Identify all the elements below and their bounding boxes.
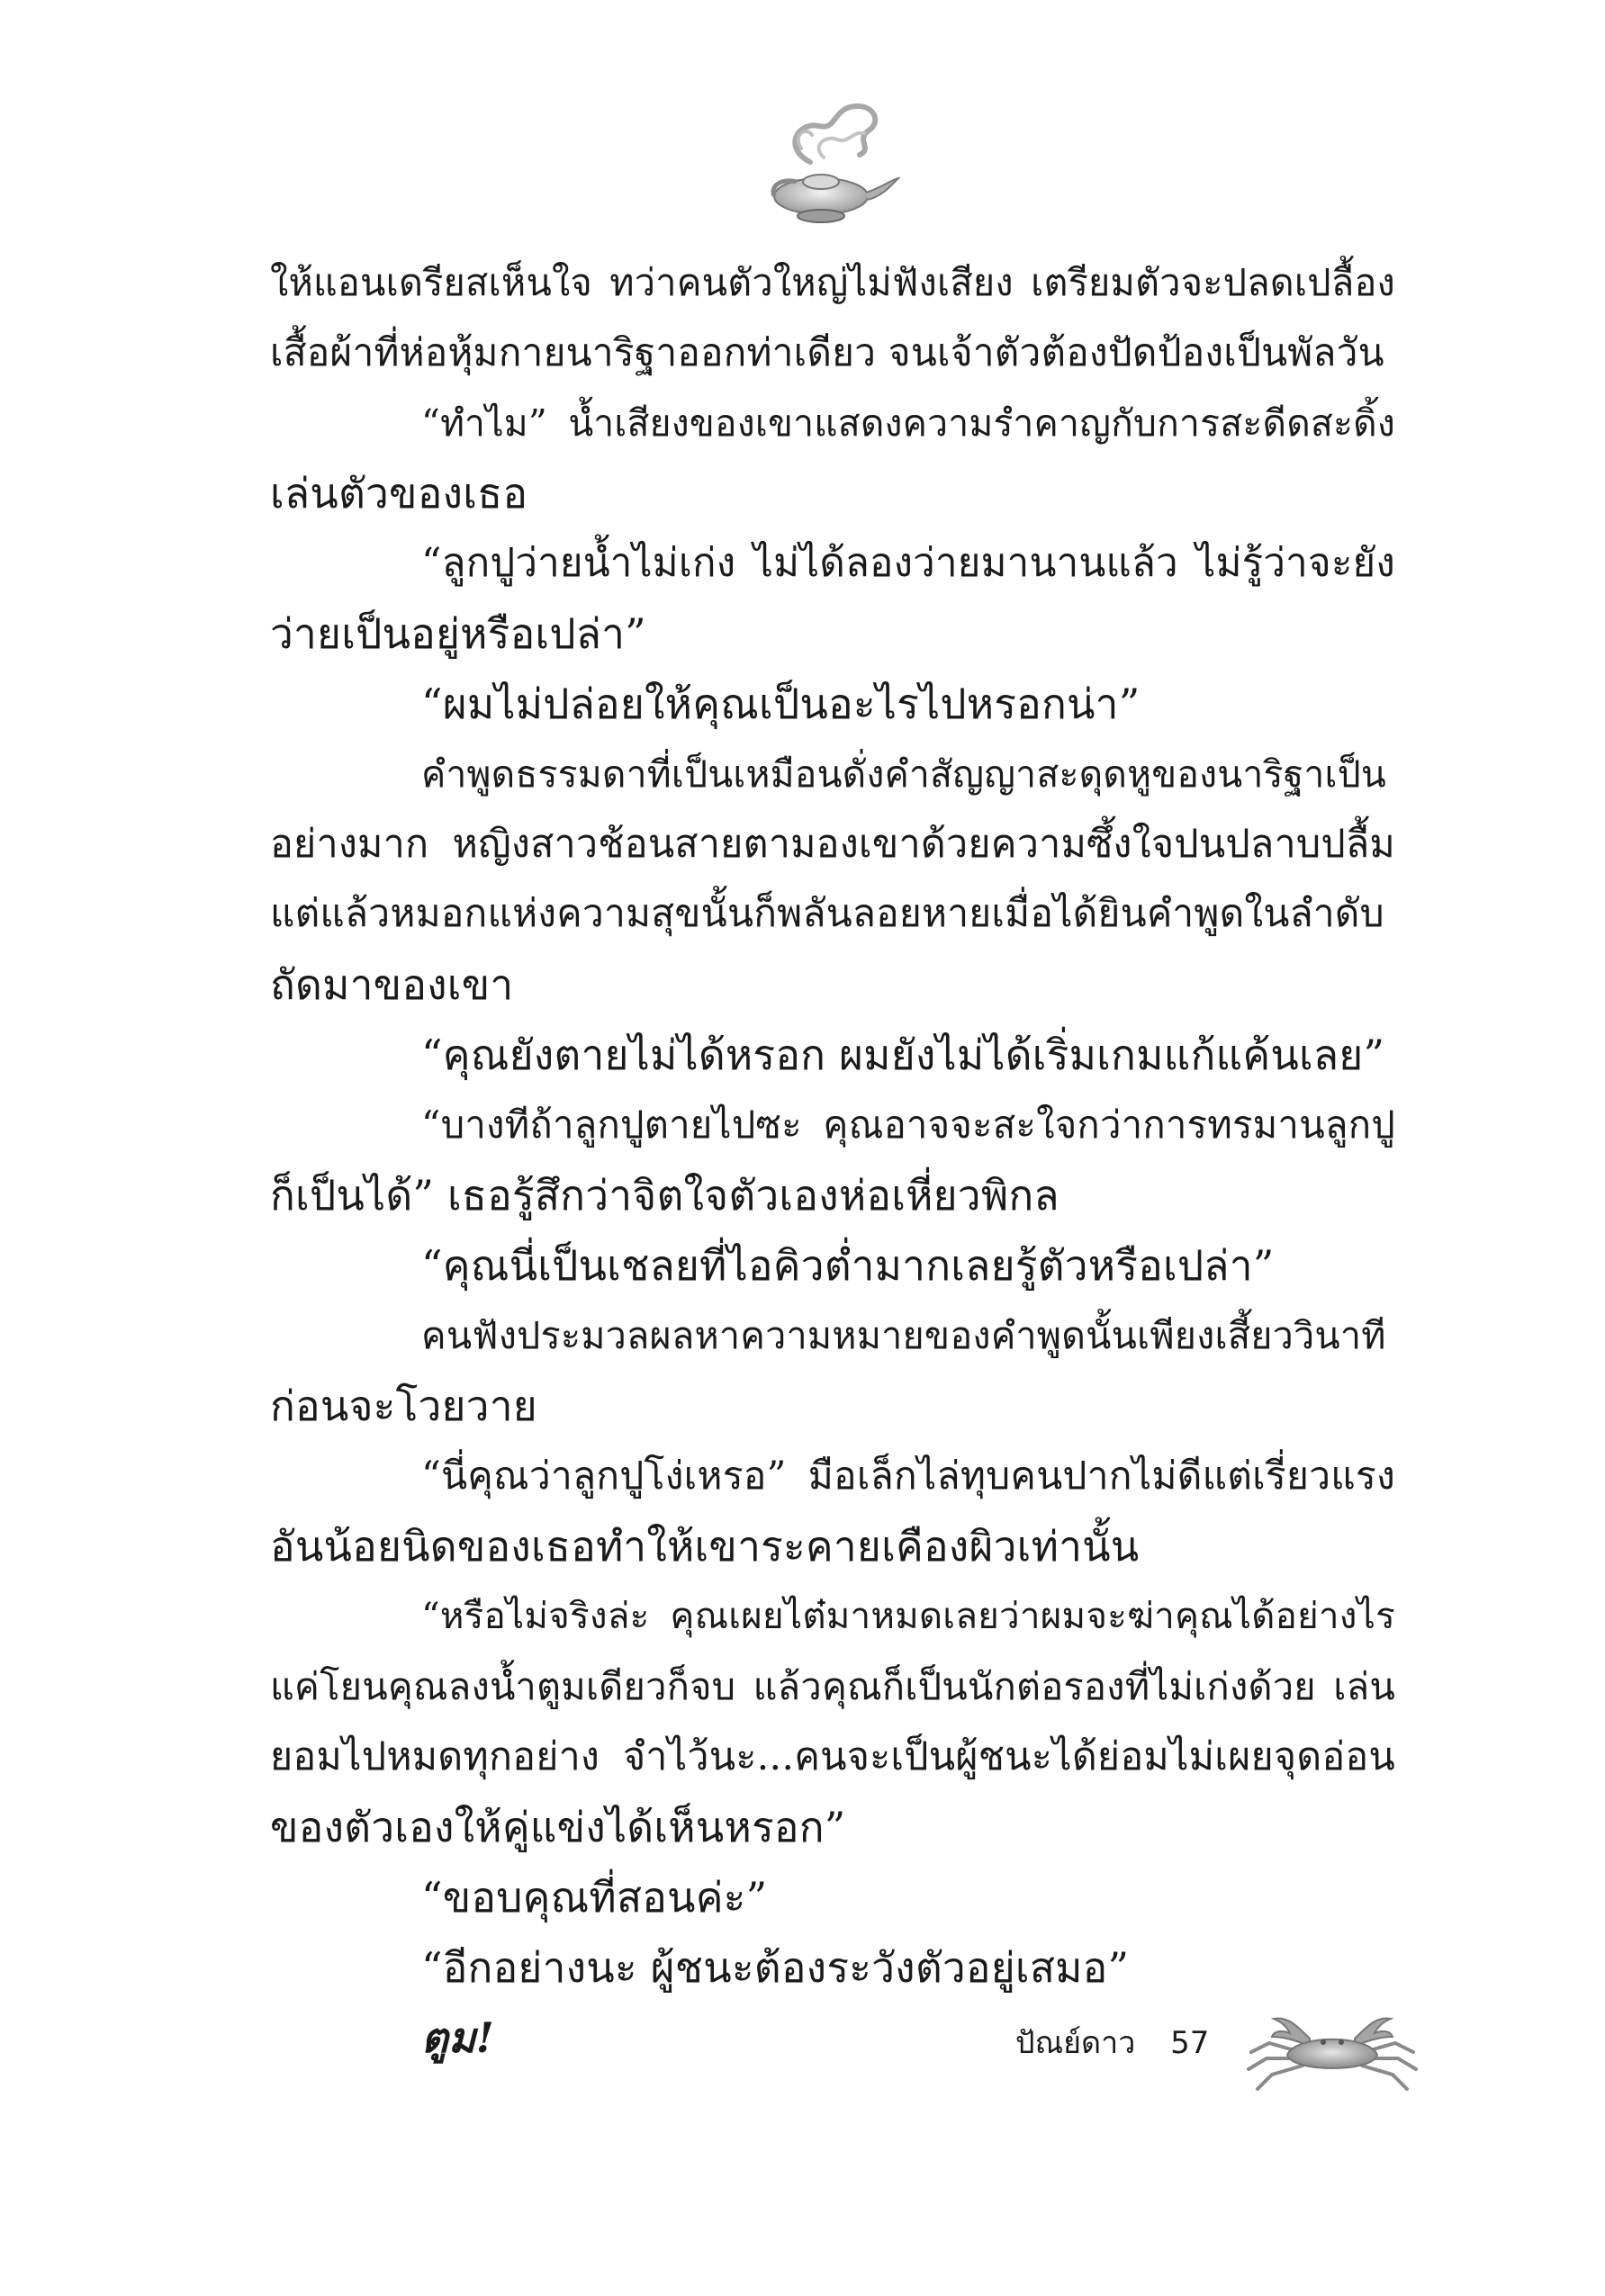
text-line: ยอมไปหมดทุกอย่าง จำไว้นะ...คนจะเป็นผู้ชนะได้ย่อมไม่เผยจุดอ่อน <box>270 1734 1395 1779</box>
page-number: 57 <box>1170 2025 1210 2061</box>
text-line: แค่โยนคุณลงน้ำตูมเดียวก็จบ แล้วคุณก็เป็นนักต่อรองที่ไม่เก่งด้วย เล่น <box>270 1664 1395 1708</box>
text-line: “ขอบคุณที่สอนค่ะ” <box>421 1873 768 1922</box>
page-footer <box>1015 2016 1209 2070</box>
text-line: ว่ายเป็นอยู่หรือเปล่า” <box>270 609 646 658</box>
text-line: เสื้อผ้าที่ห่อหุ้มกายนาริฐาออกท่าเดียว จนเจ้าตัวต้องปัดป้องเป็นพัลวัน <box>270 330 1384 374</box>
text-line: คนฟังประมวลผลหาความหมายของคำพูดนั้นเพียงเสี้ยววินาที <box>421 1314 1386 1357</box>
text-line: “ผมไม่ปล่อยให้คุณเป็นอะไรไปหรอกน่า” <box>421 680 1141 728</box>
text-line: ให้แอนเดรียสเห็นใจ ทว่าคนตัวใหญ่ไม่ฟังเสียง เตรียมตัวจะปลดเปลื้อง <box>270 261 1395 304</box>
emphasis-line: ตูม! <box>421 2013 494 2062</box>
text-line: “หรือไม่จริงล่ะ คุณเผยไต๋มาหมดเลยว่าผมจะฆ่าคุณได้อย่างไร <box>421 1595 1395 1637</box>
text-line: “บางทีถ้าลูกปูตายไปซะ คุณอาจจะสะใจกว่าการทรมานลูกปู <box>421 1103 1395 1147</box>
text-line: “อีกอย่างนะ ผู้ชนะต้องระวังตัวอยู่เสมอ” <box>421 1943 1130 1992</box>
text-line: แต่แล้วหมอกแห่งความสุขนั้นก็พลันลอยหายเมื่อได้ยินคำพูดในลำดับ <box>270 892 1384 936</box>
text-line: “คุณยังตายไม่ได้หรอก ผมยังไม่ได้เริ่มเกมแก้แค้นเลย” <box>421 1031 1385 1079</box>
text-line: คำพูดธรรมดาที่เป็นเหมือนดั่งคำสัญญาสะดุดหูของนาริฐาเป็น <box>421 752 1386 796</box>
text-line: ก็เป็นได้” เธอรู้สึกว่าจิตใจตัวเองห่อเหี่ยวพิกล <box>270 1171 1059 1220</box>
text-line: ก่อนจะโวยวาย <box>270 1382 537 1430</box>
text-line: ของตัวเองให้คู่แข่งได้เห็นหรอก” <box>270 1803 846 1851</box>
text-line: อย่างมาก หญิงสาวช้อนสายตามองเขาด้วยความซึ้งใจปนปลาบปลื้ม <box>270 822 1395 867</box>
text-line: เล่นตัวของเธอ <box>270 469 528 518</box>
text-line: “ทำไม” น้ำเสียงของเขาแสดงความรำคาญกับการสะดีดสะดิ้ง <box>421 401 1395 445</box>
crab-icon <box>1247 2003 1418 2097</box>
text-line: ถัดมาของเขา <box>270 960 514 1009</box>
text-line: อันน้อยนิดของเธอทำให้เขาระคายเคืองผิวเท่านั้น <box>270 1522 1140 1571</box>
body-text <box>270 248 1395 2073</box>
author-name: ปัณย์ดาว <box>1015 2025 1136 2061</box>
text-line: “ลูกปูว่ายน้ำไม่เก่ง ไม่ได้ลองว่ายมานานแล้ว ไม่รู้ว่าจะยัง <box>421 540 1395 586</box>
text-line: “นี่คุณว่าลูกปูโง่เหรอ” มือเล็กไล่ทุบคนปากไม่ดีแต่เรี่ยวแรง <box>421 1454 1395 1499</box>
text-line: “คุณนี่เป็นเชลยที่ไอคิวต่ำมากเลยรู้ตัวหรือเปล่า” <box>421 1241 1275 1290</box>
genie-lamp-icon <box>747 99 900 234</box>
